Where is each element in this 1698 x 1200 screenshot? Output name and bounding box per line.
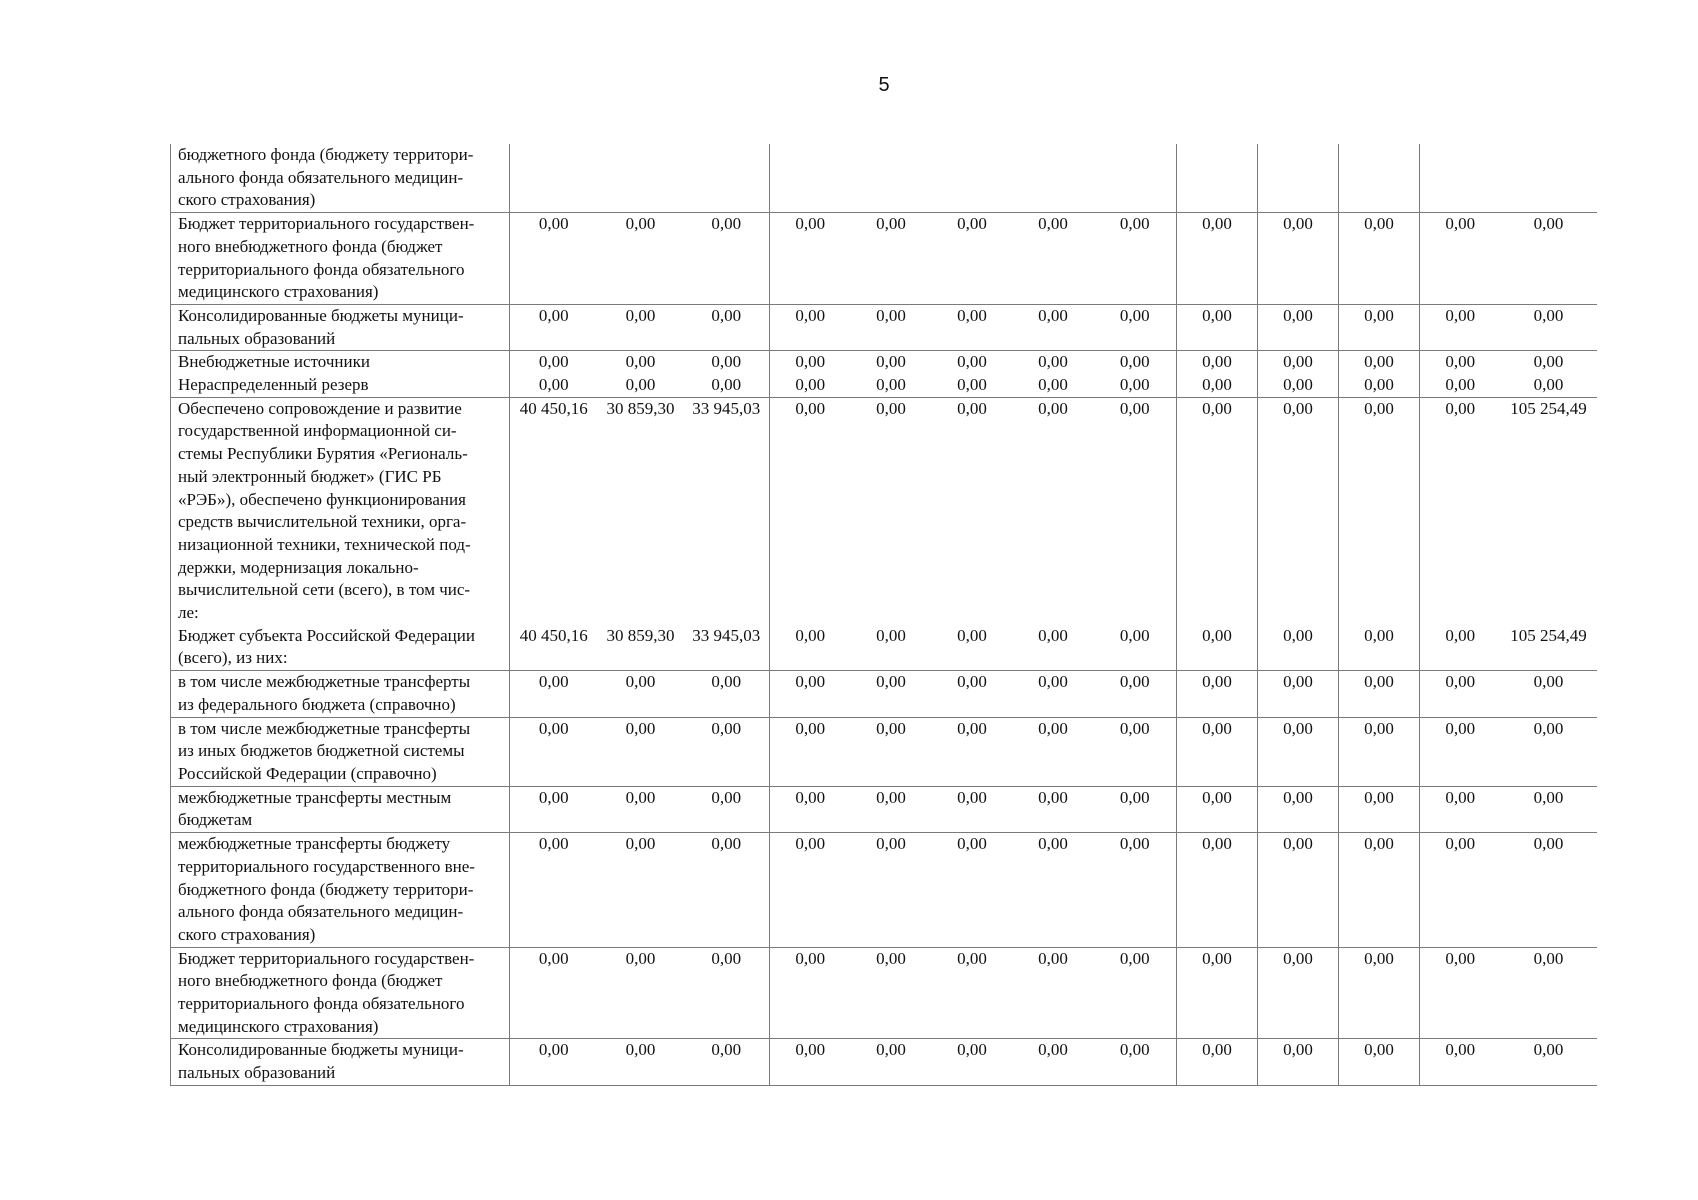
value-cell: 0,00 (1013, 397, 1094, 625)
value-cell: 0,00 (932, 947, 1013, 1039)
value-cell: 40 450,16 (510, 397, 598, 625)
value-cell: 0,00 (1258, 397, 1339, 625)
table-row (171, 374, 1597, 397)
value-cell: 0,00 (851, 304, 932, 350)
value-cell: 0,00 (1258, 717, 1339, 786)
row-label-line: Бюджет территориального государствен- (178, 948, 475, 968)
value-cell: 0,00 (770, 625, 851, 671)
row-label-line: ского страхования) (178, 924, 316, 944)
value-cell: 0,00 (510, 304, 598, 350)
value-cell: 33 945,03 (684, 625, 770, 671)
value-cell: 0,00 (932, 351, 1013, 374)
value-cell: 0,00 (598, 213, 684, 305)
row-label-line: держки, модернизация локально- (178, 557, 419, 577)
row-label-line: ского страхования) (178, 190, 316, 210)
value-cell: 0,00 (1094, 786, 1177, 832)
value-cell: 0,00 (1094, 397, 1177, 625)
value-cell: 0,00 (684, 717, 770, 786)
row-label-line: Бюджет субъекта Российской Федерации (178, 625, 475, 645)
value-cell: 0,00 (1177, 374, 1258, 397)
row-label (171, 213, 510, 305)
value-cell (598, 144, 684, 213)
value-cell (851, 144, 932, 213)
row-label-line: из иных бюджетов бюджетной системы (178, 741, 465, 761)
value-cell: 0,00 (770, 397, 851, 625)
row-label-line: ного внебюджетного фонда (бюджет (178, 236, 443, 256)
value-cell: 0,00 (1258, 374, 1339, 397)
value-cell: 0,00 (1258, 304, 1339, 350)
row-label-line: вычислительной сети (всего), в том чис- (178, 580, 471, 600)
value-cell: 0,00 (1177, 717, 1258, 786)
row-label-line: Российской Федерации (справочно) (178, 763, 437, 783)
budget-table (170, 144, 1597, 1086)
value-cell: 0,00 (851, 625, 932, 671)
value-cell: 0,00 (1094, 213, 1177, 305)
row-label (171, 1039, 510, 1085)
value-cell: 0,00 (510, 351, 598, 374)
value-cell: 0,00 (510, 213, 598, 305)
value-cell: 0,00 (1420, 397, 1501, 625)
row-label-line: бюджетного фонда (бюджету территори- (178, 879, 474, 899)
row-label-line: ный электронный бюджет» (ГИС РБ (178, 466, 442, 486)
value-cell: 0,00 (932, 397, 1013, 625)
value-cell: 0,00 (932, 717, 1013, 786)
value-cell: 0,00 (510, 374, 598, 397)
value-cell: 0,00 (598, 786, 684, 832)
row-label (171, 144, 510, 213)
value-cell: 0,00 (684, 833, 770, 948)
value-cell: 0,00 (684, 374, 770, 397)
value-cell: 0,00 (1339, 213, 1420, 305)
row-label (171, 947, 510, 1039)
value-cell: 0,00 (684, 947, 770, 1039)
row-label (171, 671, 510, 717)
row-label-line: из федерального бюджета (справочно) (178, 694, 456, 714)
value-cell: 0,00 (932, 671, 1013, 717)
row-label-line: бюджетам (178, 810, 253, 830)
value-cell: 0,00 (1013, 947, 1094, 1039)
value-cell: 0,00 (1013, 374, 1094, 397)
value-cell: 0,00 (1420, 947, 1501, 1039)
row-label (171, 717, 510, 786)
value-cell: 0,00 (510, 786, 598, 832)
value-cell (770, 144, 851, 213)
row-label-line: низационной техники, технической под- (178, 534, 471, 554)
value-cell: 105 254,49 (1501, 397, 1597, 625)
value-cell: 0,00 (1420, 374, 1501, 397)
row-label (171, 625, 510, 671)
value-cell: 0,00 (1258, 786, 1339, 832)
value-cell: 0,00 (1420, 351, 1501, 374)
row-label-line: в том числе межбюджетные трансферты (178, 718, 471, 738)
value-cell: 0,00 (1094, 1039, 1177, 1085)
page-number: 5 (878, 74, 890, 96)
value-cell: 0,00 (1258, 1039, 1339, 1085)
row-label-line: средств вычислительной техники, орга- (178, 512, 467, 532)
value-cell: 0,00 (1094, 671, 1177, 717)
value-cell (1501, 144, 1597, 213)
row-label-line: Внебюджетные источники (178, 352, 370, 372)
value-cell: 0,00 (1177, 786, 1258, 832)
value-cell: 0,00 (770, 351, 851, 374)
value-cell (1177, 144, 1258, 213)
value-cell: 0,00 (598, 304, 684, 350)
value-cell: 0,00 (510, 717, 598, 786)
value-cell: 0,00 (1013, 351, 1094, 374)
value-cell: 0,00 (1501, 304, 1597, 350)
value-cell: 0,00 (1339, 717, 1420, 786)
value-cell: 0,00 (684, 671, 770, 717)
value-cell: 0,00 (1013, 213, 1094, 305)
value-cell: 0,00 (1258, 671, 1339, 717)
row-label (171, 304, 510, 350)
value-cell: 0,00 (1177, 213, 1258, 305)
row-label-line: бюджетного фонда (бюджету территори- (178, 145, 474, 164)
value-cell: 0,00 (1501, 374, 1597, 397)
value-cell: 0,00 (770, 304, 851, 350)
value-cell: 0,00 (770, 374, 851, 397)
row-label-line: ального фонда обязательного медицин- (178, 167, 464, 187)
row-label-line: (всего), из них: (178, 648, 288, 668)
row-label-line: Обеспечено сопровождение и развитие (178, 398, 462, 418)
row-label-line: государственной информационной си- (178, 421, 457, 441)
row-label-line: стемы Республики Бурятия «Региональ- (178, 444, 468, 464)
value-cell: 0,00 (1177, 671, 1258, 717)
value-cell: 0,00 (851, 786, 932, 832)
row-label (171, 833, 510, 948)
table-row (171, 304, 1597, 350)
value-cell: 0,00 (1339, 947, 1420, 1039)
value-cell: 0,00 (932, 786, 1013, 832)
row-label-line: межбюджетные трансферты бюджету (178, 834, 451, 854)
table-body (171, 144, 1597, 1085)
row-label-line: пальных образований (178, 1063, 336, 1083)
value-cell: 0,00 (851, 947, 932, 1039)
value-cell: 0,00 (1501, 717, 1597, 786)
value-cell: 0,00 (1420, 1039, 1501, 1085)
value-cell: 0,00 (684, 351, 770, 374)
value-cell: 0,00 (1013, 671, 1094, 717)
table-row (171, 833, 1597, 948)
value-cell: 0,00 (851, 671, 932, 717)
value-cell: 0,00 (851, 374, 932, 397)
value-cell (510, 144, 598, 213)
value-cell: 0,00 (1094, 947, 1177, 1039)
value-cell: 0,00 (510, 671, 598, 717)
table-row (171, 786, 1597, 832)
table-row (171, 947, 1597, 1039)
value-cell: 0,00 (598, 833, 684, 948)
value-cell: 0,00 (1420, 671, 1501, 717)
value-cell (1094, 144, 1177, 213)
value-cell: 0,00 (1339, 625, 1420, 671)
value-cell (1258, 144, 1339, 213)
value-cell: 0,00 (1094, 833, 1177, 948)
value-cell: 0,00 (1258, 213, 1339, 305)
value-cell: 0,00 (770, 213, 851, 305)
value-cell: 0,00 (1501, 351, 1597, 374)
value-cell: 0,00 (851, 397, 932, 625)
value-cell: 0,00 (770, 671, 851, 717)
table-row (171, 1039, 1597, 1085)
row-label (171, 786, 510, 832)
value-cell: 0,00 (770, 717, 851, 786)
value-cell: 0,00 (1013, 833, 1094, 948)
value-cell: 0,00 (932, 304, 1013, 350)
row-label-line: Консолидированные бюджеты муници- (178, 1040, 464, 1060)
value-cell: 0,00 (684, 1039, 770, 1085)
row-label-line: межбюджетные трансферты местным (178, 787, 452, 807)
value-cell: 0,00 (1501, 833, 1597, 948)
value-cell: 0,00 (1501, 213, 1597, 305)
value-cell: 0,00 (598, 374, 684, 397)
value-cell: 0,00 (598, 947, 684, 1039)
value-cell: 0,00 (1177, 397, 1258, 625)
row-label-line: территориального фонда обязательного (178, 994, 465, 1014)
value-cell: 0,00 (1339, 397, 1420, 625)
value-cell: 0,00 (510, 1039, 598, 1085)
value-cell: 0,00 (1420, 786, 1501, 832)
value-cell: 0,00 (932, 833, 1013, 948)
row-label-line: медицинского страхования) (178, 282, 379, 302)
value-cell: 0,00 (1013, 304, 1094, 350)
value-cell: 0,00 (1420, 717, 1501, 786)
value-cell: 0,00 (932, 374, 1013, 397)
value-cell (1420, 144, 1501, 213)
value-cell: 0,00 (1177, 947, 1258, 1039)
value-cell: 0,00 (770, 947, 851, 1039)
value-cell: 0,00 (1420, 304, 1501, 350)
row-label-line: ального фонда обязательного медицин- (178, 902, 464, 922)
value-cell: 0,00 (1013, 625, 1094, 671)
value-cell: 0,00 (1013, 1039, 1094, 1085)
value-cell: 0,00 (1501, 1039, 1597, 1085)
value-cell: 0,00 (851, 351, 932, 374)
value-cell: 30 859,30 (598, 625, 684, 671)
value-cell: 0,00 (1339, 833, 1420, 948)
value-cell: 0,00 (1501, 786, 1597, 832)
value-cell: 0,00 (770, 786, 851, 832)
row-label-line: ного внебюджетного фонда (бюджет (178, 971, 443, 991)
row-label-line: «РЭБ»), обеспечено функционирования (178, 489, 466, 509)
row-label-line: пальных образований (178, 328, 336, 348)
value-cell: 0,00 (1258, 833, 1339, 948)
table-row (171, 144, 1597, 213)
value-cell: 0,00 (1339, 1039, 1420, 1085)
row-label-line: территориального фонда обязательного (178, 259, 465, 279)
value-cell: 0,00 (684, 304, 770, 350)
value-cell: 0,00 (1094, 717, 1177, 786)
value-cell: 0,00 (1177, 304, 1258, 350)
table-row (171, 397, 1597, 625)
value-cell (1013, 144, 1094, 213)
value-cell: 0,00 (1339, 374, 1420, 397)
value-cell: 0,00 (1094, 625, 1177, 671)
value-cell: 0,00 (932, 625, 1013, 671)
row-label-line: медицинского страхования) (178, 1016, 379, 1036)
value-cell: 0,00 (851, 833, 932, 948)
table-row (171, 717, 1597, 786)
value-cell: 0,00 (1094, 351, 1177, 374)
value-cell: 0,00 (684, 786, 770, 832)
value-cell: 30 859,30 (598, 397, 684, 625)
value-cell: 0,00 (1258, 947, 1339, 1039)
value-cell: 33 945,03 (684, 397, 770, 625)
value-cell: 0,00 (851, 213, 932, 305)
value-cell: 40 450,16 (510, 625, 598, 671)
row-label-line: в том числе межбюджетные трансферты (178, 672, 471, 692)
row-label-line: Консолидированные бюджеты муници- (178, 305, 464, 325)
row-label-line: ле: (178, 603, 199, 623)
value-cell (932, 144, 1013, 213)
value-cell: 0,00 (770, 833, 851, 948)
row-label-line: Бюджет территориального государствен- (178, 214, 475, 234)
value-cell: 0,00 (510, 947, 598, 1039)
value-cell: 0,00 (851, 1039, 932, 1085)
value-cell: 0,00 (932, 1039, 1013, 1085)
value-cell: 0,00 (1339, 304, 1420, 350)
value-cell: 0,00 (770, 1039, 851, 1085)
value-cell: 0,00 (1177, 351, 1258, 374)
table-row (171, 351, 1597, 374)
value-cell: 0,00 (598, 717, 684, 786)
table-row (171, 213, 1597, 305)
value-cell: 0,00 (1258, 351, 1339, 374)
value-cell: 0,00 (1420, 625, 1501, 671)
table-row (171, 671, 1597, 717)
value-cell: 0,00 (1339, 351, 1420, 374)
value-cell: 0,00 (1420, 833, 1501, 948)
value-cell: 0,00 (932, 213, 1013, 305)
value-cell: 0,00 (1094, 304, 1177, 350)
value-cell: 0,00 (851, 717, 932, 786)
value-cell: 0,00 (598, 351, 684, 374)
value-cell: 0,00 (1420, 213, 1501, 305)
row-label (171, 351, 510, 374)
value-cell: 0,00 (1501, 947, 1597, 1039)
value-cell: 0,00 (510, 833, 598, 948)
value-cell (684, 144, 770, 213)
value-cell: 0,00 (1258, 625, 1339, 671)
table-row (171, 625, 1597, 671)
value-cell: 105 254,49 (1501, 625, 1597, 671)
value-cell: 0,00 (1339, 671, 1420, 717)
row-label (171, 374, 510, 397)
value-cell: 0,00 (1094, 374, 1177, 397)
value-cell (1339, 144, 1420, 213)
value-cell: 0,00 (1339, 786, 1420, 832)
value-cell: 0,00 (598, 671, 684, 717)
value-cell: 0,00 (598, 1039, 684, 1085)
row-label-line: территориального государственного вне- (178, 856, 475, 876)
value-cell: 0,00 (1177, 625, 1258, 671)
row-label-line: Нераспределенный резерв (178, 375, 369, 395)
value-cell: 0,00 (1501, 671, 1597, 717)
value-cell: 0,00 (1013, 786, 1094, 832)
value-cell: 0,00 (1177, 1039, 1258, 1085)
value-cell: 0,00 (1177, 833, 1258, 948)
value-cell: 0,00 (1013, 717, 1094, 786)
row-label (171, 397, 510, 625)
value-cell: 0,00 (684, 213, 770, 305)
